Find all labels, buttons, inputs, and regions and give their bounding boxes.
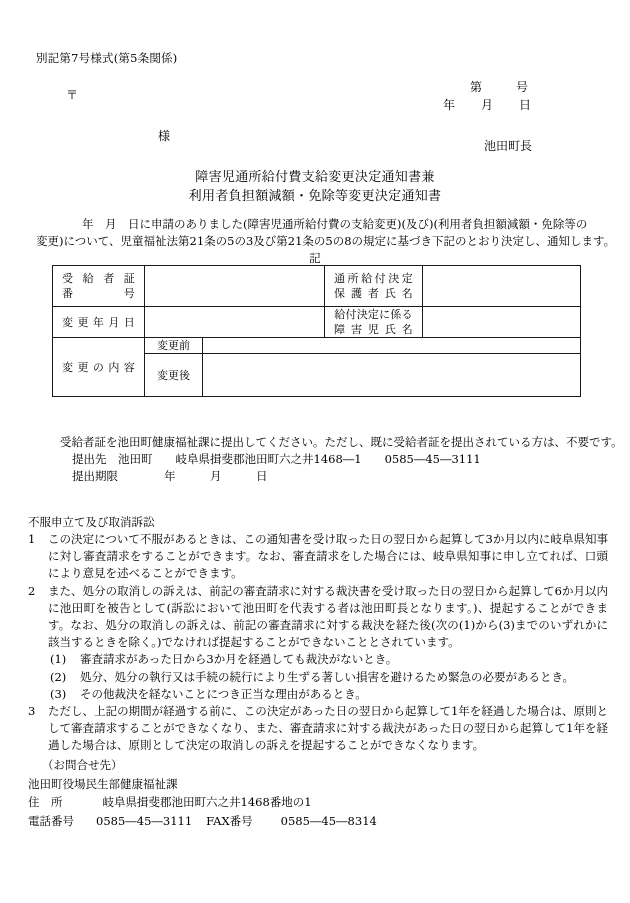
appeals-section-heading: 不服申立て及び取消訴訟 (28, 515, 155, 529)
appeals-subitem-2 (28, 669, 608, 686)
child-label-line-2: 障害児氏名 (334, 323, 413, 336)
appeals-item-2-number: 2 (28, 583, 36, 598)
appeals-item-3 (28, 703, 608, 755)
appeals-item-1 (28, 531, 608, 583)
cell-value-change-date[interactable] (145, 307, 325, 338)
certificate-label-ban: 番 (62, 287, 124, 300)
appeals-subitem-2-number: (2) (50, 669, 67, 684)
certificate-label-line-2 (53, 286, 144, 301)
page-title-line-2: 利用者負担額減額・免除等変更決定通知書 (188, 189, 442, 204)
appeals-section-body (28, 531, 608, 755)
ki-marker: 記 (309, 251, 321, 265)
appeals-item-1-number: 1 (28, 532, 36, 546)
preamble-line-1: 年 月 日に申請のありました(障害児通所給付費の支給変更)(及び)(利用者負担額減額・免除等の (36, 217, 588, 231)
appeals-item-2 (28, 583, 608, 652)
appeals-subitem-3 (28, 686, 608, 703)
contact-office-name: 池田町役場民生部健康福祉課 (28, 776, 178, 791)
contact-fax-label: FAX番号 (206, 813, 253, 828)
decision-details-table (52, 265, 581, 397)
cell-value-before[interactable] (203, 338, 581, 354)
preamble-line-2: 変更)について、児童福祉法第21条の5の3及び第21条の5の8の規定に基づき下記のとおり決定し、通知します。 (36, 234, 616, 248)
certificate-label-line-1: 受給者証 (62, 272, 135, 285)
appeals-subitem-3-number: (3) (50, 686, 67, 701)
cell-value-after[interactable] (203, 354, 581, 397)
cell-label-change-date (53, 307, 145, 338)
appeals-item-3-number: 3 (28, 704, 36, 719)
contact-address-value: 岐阜県揖斐郡池田町六之井1468番地の1 (102, 795, 312, 809)
guardian-label-line-2: 保護者氏名 (334, 287, 413, 300)
submission-note-line-1: 受給者証を池田町健康福祉課に提出してください。ただし、既に受給者証を提出されている方は、不要です。 (60, 435, 623, 449)
form-code-label: 別記第7号様式(第5条関係) (36, 51, 178, 65)
contact-fax-value: 0585―45―8314 (280, 813, 377, 828)
addressee-honorific: 様 (158, 129, 171, 143)
appeals-subitem-1 (28, 651, 608, 668)
issuer-name: 池田町長 (484, 139, 533, 153)
document-number-line (470, 78, 528, 95)
certificate-label-gou: 号 (123, 287, 135, 300)
cell-label-guardian-name (325, 266, 423, 307)
submission-destination-line: 提出先 池田町 岐阜県揖斐郡池田町六之井1468―1 0585―45―3111 (72, 452, 481, 466)
appeals-item-2-text: また、処分の取消しの訴えは、前記の審査請求に対する裁決書を受け取った日の翌日から起算して6か月以内に池田町を被告として(訴訟において池田町を代表する者は池田町長となります。)、提起することができます。なお、処分の取消しの訴えは、前記の審査請求に対する裁決を経た後(次の(1)から(3)までのいずれかに該当するときを除く。)でなければ提起することができないこととされています。 (48, 583, 608, 650)
guardian-label-line-1: 通所給付決定 (334, 272, 413, 285)
appeals-item-1-text: この決定について不服があるときは、この通知書を受け取った日の翌日から起算して3か月以内に岐阜県知事に対し審査請求をすることができます。なお、審査請求をした場合には、岐阜県知事に申し立てれば、口頭により意見を述べることができます。 (48, 532, 608, 581)
document-number-suffix: 号 (516, 80, 529, 94)
table-row-change-date (53, 307, 581, 338)
contact-heading: （お問合せ先） (42, 758, 123, 772)
contact-address-row (28, 793, 588, 812)
contact-phone-row (28, 812, 588, 831)
change-content-label: 変更の内容 (62, 360, 135, 374)
contact-phone-label: 電話番号 (28, 813, 74, 828)
change-date-label: 変更年月日 (62, 315, 135, 329)
cell-value-child-name[interactable] (423, 307, 581, 338)
cell-value-certificate-number[interactable] (145, 266, 325, 307)
cell-label-change-content (53, 338, 145, 397)
submission-deadline-line: 提出期限 年 月 日 (72, 469, 268, 483)
appeals-subitem-3-text: その他裁決を経ないことにつき正当な理由があるとき。 (80, 686, 367, 701)
child-label-line-1: 給付決定に係る (334, 308, 413, 321)
appeals-item-3-text: ただし、上記の期間が経過する前に、この決定があった日の翌日から起算して1年を経過した場合は、原則として審査請求することができなくなり、また、審査請求に対する裁決があった日の翌日から起算して1年を経過した場合は、原則として決定の取消しの訴えを提起することができなくなります。 (48, 704, 608, 753)
cell-label-before: 変更前 (145, 338, 203, 354)
cell-label-certificate-number (53, 266, 145, 307)
cell-label-child-name (325, 307, 423, 338)
appeals-subitem-2-text: 処分、処分の執行又は手続の続行により生ずる著しい損害を避けるため緊急の必要があるとき。 (80, 669, 575, 684)
contact-block (28, 756, 588, 830)
document-date-month: 月 (481, 98, 494, 112)
contact-address-label: 住 所 (28, 795, 63, 809)
page-title-line-1: 障害児通所給付費支給変更決定通知書兼 (195, 170, 435, 185)
document-date-year: 年 (443, 98, 456, 112)
preamble-text (36, 216, 616, 250)
page-title (0, 168, 630, 206)
cell-label-after: 変更後 (145, 354, 203, 397)
table-row-certificate-number (53, 266, 581, 307)
postal-code-mark: 〒 (66, 88, 79, 102)
submission-notes (60, 434, 623, 485)
document-number-prefix: 第 (470, 80, 483, 94)
contact-phone-value: 0585―45―3111 (96, 813, 193, 828)
cell-value-guardian-name[interactable] (423, 266, 581, 307)
document-date-line (443, 96, 531, 113)
table-row-change-before (53, 338, 581, 354)
appeals-subitem-1-number: (1) (50, 652, 67, 667)
document-date-day: 日 (519, 98, 532, 112)
appeals-subitem-1-text: 審査請求があった日から3か月を経過しても裁決がないとき。 (80, 652, 398, 667)
